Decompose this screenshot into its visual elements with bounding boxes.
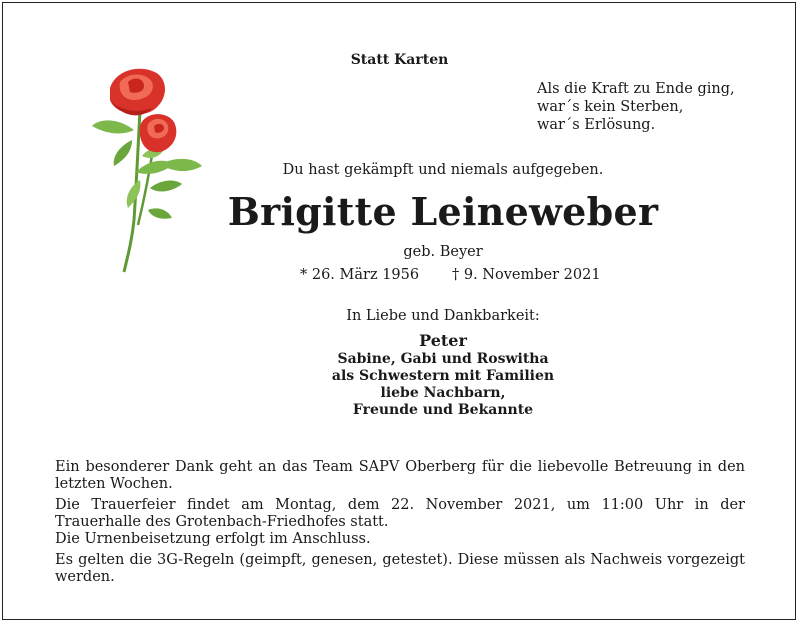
mourner-name: Freunde und Bekannte bbox=[352, 402, 534, 418]
mourners-intro: In Liebe und Dankbarkeit: bbox=[346, 308, 540, 324]
death-date: † 9. November 2021 bbox=[452, 267, 601, 283]
mourner-name: Sabine, Gabi und Roswitha bbox=[337, 351, 549, 367]
maiden-name: geb. Beyer bbox=[403, 244, 483, 260]
mourner-name: liebe Nachbarn, bbox=[380, 385, 506, 401]
poem-line: Als die Kraft zu Ende ging, bbox=[537, 81, 735, 97]
urn-note: Die Urnenbeisetzung erfolgt im Anschluss. bbox=[55, 531, 371, 547]
thanks-note: Ein besonderer Dank geht an das Team SAPV Oberberg für die liebevolle Betreuung in den letzten Wochen. bbox=[55, 459, 745, 492]
poem-line: war´s kein Sterben, bbox=[537, 99, 684, 115]
mourner-name: Peter bbox=[419, 331, 467, 350]
rules-note: Es gelten die 3G-Regeln (geimpft, genesen, getestet). Diese müssen als Nachweis vorgezeigt werden. bbox=[55, 552, 745, 585]
header-title: Statt Karten bbox=[350, 52, 449, 68]
poem-line: war´s Erlösung. bbox=[537, 117, 656, 133]
mourners-list bbox=[0, 331, 800, 419]
notes-section bbox=[55, 459, 745, 590]
funeral-note: Die Trauerfeier findet am Montag, dem 22. November 2021, um 11:00 Uhr in der Trauerhalle des Grotenbach-Friedhofes statt. bbox=[55, 497, 745, 530]
birth-date: * 26. März 1956 bbox=[300, 267, 420, 283]
mourner-name: als Schwestern mit Familien bbox=[331, 368, 555, 384]
deceased-name: Brigitte Leineweber bbox=[227, 189, 659, 234]
poem bbox=[537, 80, 735, 134]
motto: Du hast gekämpft und niemals aufgegeben. bbox=[282, 162, 604, 178]
